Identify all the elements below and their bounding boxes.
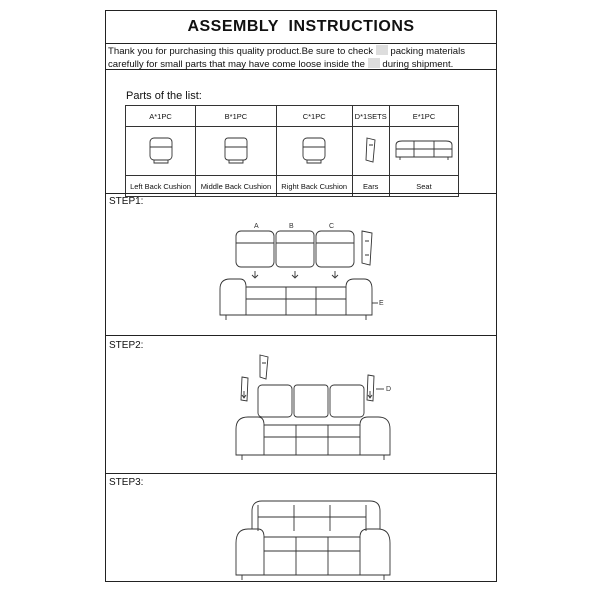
middle-back-cushion-illustration bbox=[196, 127, 277, 176]
ears-illustration bbox=[352, 127, 389, 176]
part-code: C*1PC bbox=[276, 106, 352, 127]
divider bbox=[106, 335, 496, 336]
parts-table bbox=[125, 105, 459, 197]
step2-diagram bbox=[230, 351, 402, 463]
part-name: Middle Back Cushion bbox=[196, 176, 277, 197]
callout-e: E bbox=[379, 300, 384, 307]
step3-diagram bbox=[230, 495, 402, 585]
instruction-sheet bbox=[105, 10, 497, 582]
intro-line1-end: packing materials bbox=[390, 46, 466, 57]
step1-label: STEP1: bbox=[109, 196, 144, 207]
page-title: ASSEMBLY INSTRUCTIONS bbox=[106, 11, 496, 44]
part-name: Right Back Cushion bbox=[276, 176, 352, 197]
intro-line1: Thank you for purchasing this quality product.Be sure to check bbox=[108, 46, 374, 57]
blurred-mark bbox=[376, 45, 388, 55]
divider bbox=[106, 69, 496, 70]
part-code: A*1PC bbox=[126, 106, 196, 127]
blurred-mark bbox=[368, 58, 380, 68]
intro-line2-end: during shipment. bbox=[382, 59, 454, 70]
divider bbox=[106, 193, 496, 194]
callout-a: A bbox=[254, 223, 259, 230]
step1-diagram bbox=[216, 219, 386, 327]
callout-b: B bbox=[289, 223, 294, 230]
callout-d: D bbox=[386, 386, 392, 393]
seat-illustration bbox=[389, 127, 458, 176]
step2-label: STEP2: bbox=[109, 340, 144, 351]
part-name: Ears bbox=[352, 176, 389, 197]
part-name: Seat bbox=[389, 176, 458, 197]
part-code: E*1PC bbox=[389, 106, 458, 127]
right-back-cushion-illustration bbox=[276, 127, 352, 176]
parts-heading: Parts of the list: bbox=[126, 90, 202, 102]
left-back-cushion-illustration bbox=[126, 127, 196, 176]
intro-text bbox=[108, 45, 496, 71]
part-name: Left Back Cushion bbox=[126, 176, 196, 197]
step3-label: STEP3: bbox=[109, 477, 144, 488]
part-code: B*1PC bbox=[196, 106, 277, 127]
part-code: D*1SETS bbox=[352, 106, 389, 127]
divider bbox=[106, 473, 496, 474]
callout-c: C bbox=[329, 223, 335, 230]
intro-line2: carefully for small parts that may have come loose inside the bbox=[108, 59, 366, 70]
